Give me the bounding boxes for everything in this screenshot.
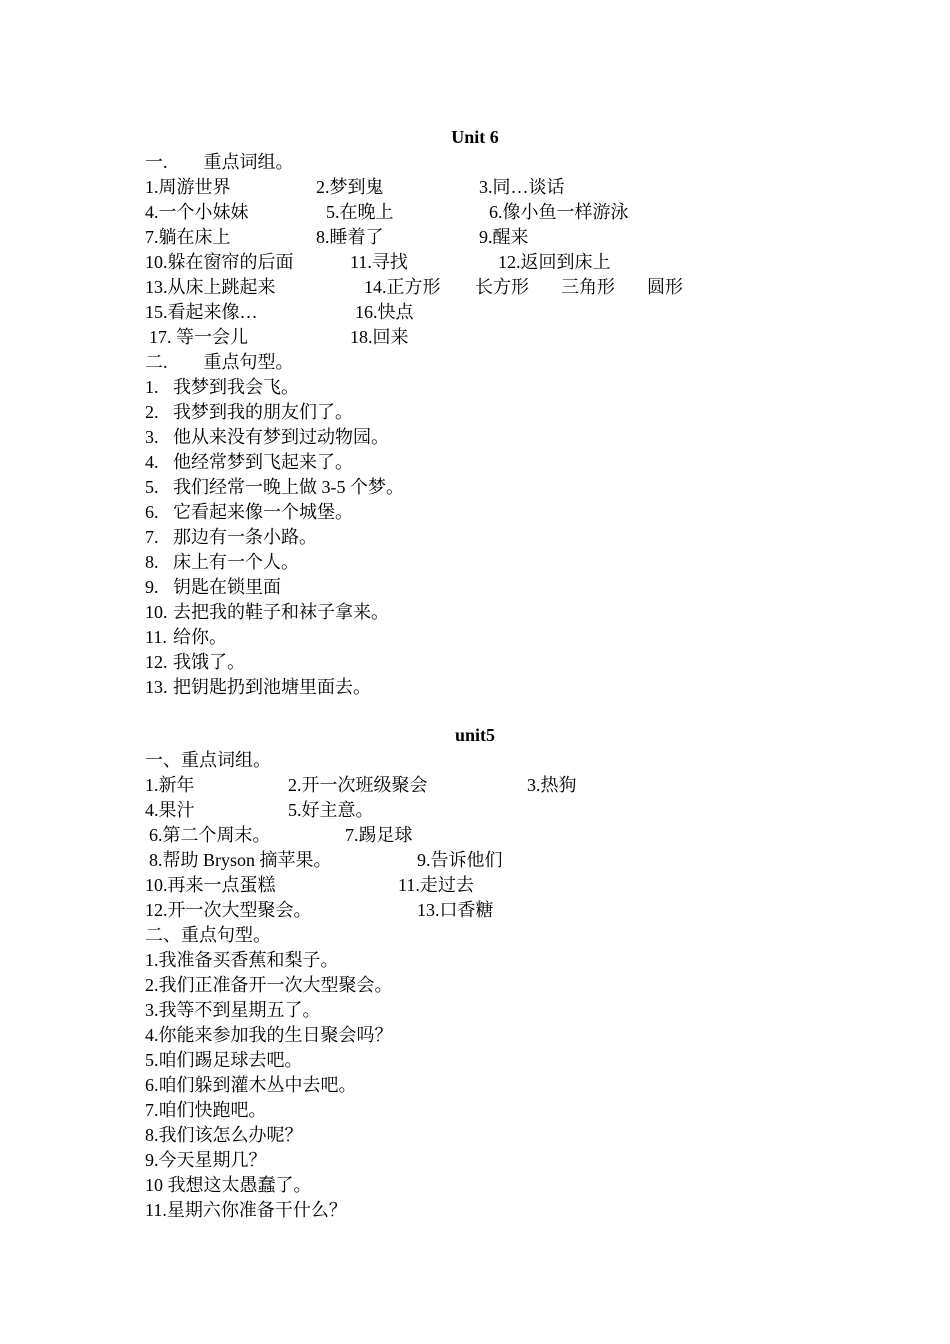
sentence-text: 把钥匙扔到池塘里面去。	[173, 677, 371, 697]
phrase-item: 10.再来一点蛋糕	[145, 875, 276, 895]
phrase-item: 7.躺在床上	[145, 227, 231, 247]
unit5-phrases-heading: 一、重点词组。	[145, 750, 271, 770]
unit6-sentences-heading: 二. 重点句型。	[145, 352, 294, 372]
sentence-number: 6.	[145, 502, 159, 522]
phrase-item: 长方形	[475, 277, 529, 297]
sentence-text: 它看起来像一个城堡。	[173, 502, 353, 522]
sentence-text: 给你。	[173, 627, 227, 647]
phrase-item: 12.开一次大型聚会。	[145, 900, 312, 920]
phrase-item: 13.从床上跳起来	[145, 277, 276, 297]
sentence-text: 7.咱们快跑吧。	[145, 1100, 267, 1120]
phrase-item: 1.新年	[145, 775, 195, 795]
sentence-number: 5.	[145, 477, 159, 497]
sentence-text: 2.我们正准备开一次大型聚会。	[145, 975, 393, 995]
sentence-text: 我们经常一晚上做 3-5 个梦。	[173, 477, 404, 497]
sentence-text: 3.我等不到星期五了。	[145, 1000, 321, 1020]
phrase-item: 8.帮助 Bryson 摘苹果。	[149, 850, 332, 870]
phrase-item: 4.果汁	[145, 800, 195, 820]
phrase-item: 3.同…谈话	[479, 177, 565, 197]
sentence-number: 7.	[145, 527, 159, 547]
phrase-item: 10.躲在窗帘的后面	[145, 252, 294, 272]
sentence-number: 13.	[145, 677, 168, 697]
sentence-text: 他经常梦到飞起来了。	[173, 452, 353, 472]
sentence-text: 我饿了。	[173, 652, 245, 672]
phrase-item: 圆形	[647, 277, 683, 297]
sentence-number: 2.	[145, 402, 159, 422]
sentence-number: 3.	[145, 427, 159, 447]
unit5-title: unit5	[454, 725, 496, 745]
phrase-item: 3.热狗	[527, 775, 577, 795]
sentence-text: 床上有一个人。	[173, 552, 299, 572]
sentence-number: 4.	[145, 452, 159, 472]
phrase-item: 11.寻找	[350, 252, 408, 272]
phrase-item: 17. 等一会儿	[149, 327, 248, 347]
sentence-text: 那边有一条小路。	[173, 527, 317, 547]
phrase-item: 9.醒来	[479, 227, 529, 247]
sentence-text: 去把我的鞋子和袜子拿来。	[173, 602, 389, 622]
sentence-number: 12.	[145, 652, 168, 672]
unit6-title: Unit 6	[451, 127, 499, 147]
sentence-text: 1.我准备买香蕉和梨子。	[145, 950, 339, 970]
phrase-item: 14.正方形	[364, 277, 441, 297]
phrase-item: 1.周游世界	[145, 177, 231, 197]
phrase-item: 15.看起来像…	[145, 302, 258, 322]
phrase-item: 6.第二个周末。	[149, 825, 271, 845]
sentence-text: 我梦到我会飞。	[173, 377, 299, 397]
sentence-text: 6.咱们躲到灌木丛中去吧。	[145, 1075, 357, 1095]
sentence-text: 钥匙在锁里面	[173, 577, 281, 597]
sentence-text: 5.咱们踢足球去吧。	[145, 1050, 303, 1070]
phrase-item: 2.梦到鬼	[316, 177, 384, 197]
phrase-item: 5.好主意。	[288, 800, 374, 820]
unit5-sentences-heading: 二、重点句型。	[145, 925, 271, 945]
sentence-text: 11.星期六你准备干什么？	[145, 1200, 347, 1220]
phrase-item: 2.开一次班级聚会	[288, 775, 428, 795]
sentence-text: 他从来没有梦到过动物园。	[173, 427, 389, 447]
sentence-text: 9.今天星期几？	[145, 1150, 267, 1170]
sentence-number: 9.	[145, 577, 159, 597]
phrase-item: 9.告诉他们	[417, 850, 503, 870]
phrase-item: 11.走过去	[398, 875, 474, 895]
phrase-item: 5.在晚上	[326, 202, 394, 222]
sentence-number: 11.	[145, 627, 167, 647]
sentence-text: 10 我想这太愚蠢了。	[145, 1175, 312, 1195]
phrase-item: 18.回来	[350, 327, 409, 347]
sentence-number: 8.	[145, 552, 159, 572]
sentence-text: 我梦到我的朋友们了。	[173, 402, 353, 422]
phrase-item: 4.一个小妹妹	[145, 202, 249, 222]
phrase-item: 三角形	[561, 277, 615, 297]
sentence-number: 1.	[145, 377, 159, 397]
phrase-item: 6.像小鱼一样游泳	[489, 202, 629, 222]
unit6-phrases-heading: 一. 重点词组。	[145, 152, 294, 172]
sentence-text: 8.我们该怎么办呢？	[145, 1125, 303, 1145]
phrase-item: 12.返回到床上	[498, 252, 611, 272]
sentence-number: 10.	[145, 602, 168, 622]
sentence-text: 4.你能来参加我的生日聚会吗？	[145, 1025, 393, 1045]
phrase-item: 7.踢足球	[345, 825, 413, 845]
phrase-item: 13.口香糖	[417, 900, 494, 920]
phrase-item: 16.快点	[355, 302, 414, 322]
phrase-item: 8.睡着了	[316, 227, 384, 247]
